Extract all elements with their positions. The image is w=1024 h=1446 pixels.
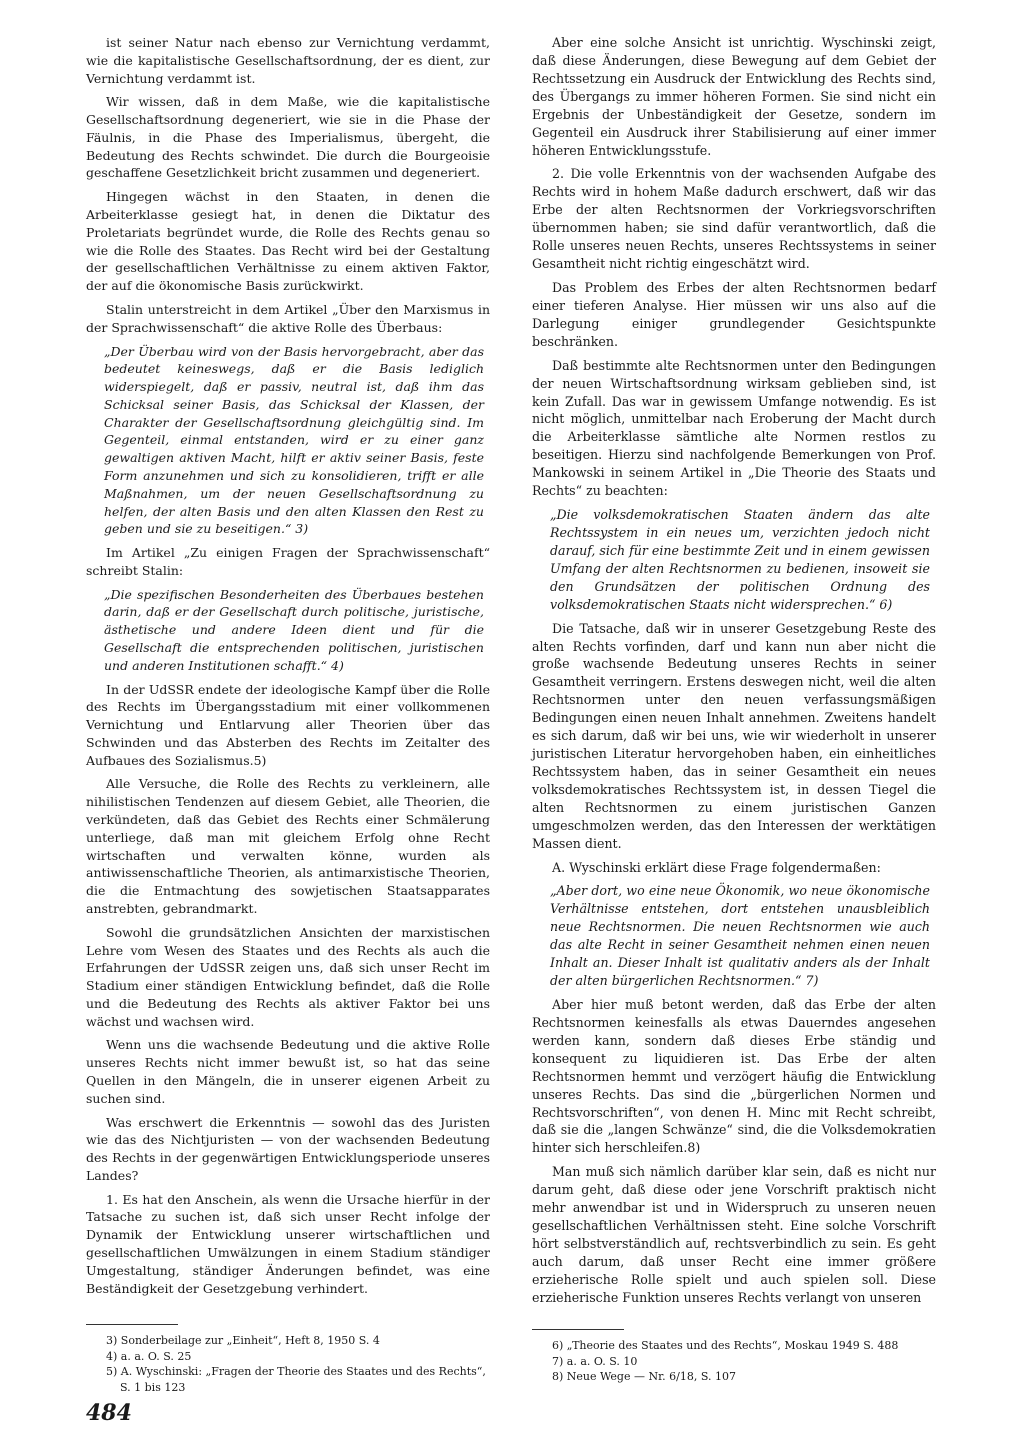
footnote: 4) a. a. O. S. 25 [106,1349,192,1363]
paragraph: Das Problem des Erbes der alten Rechtsnormen bedarf einer tieferen Analyse. Hier müssen wir uns also auf die Darlegung einiger grundlegender Gesichtspunkte beschränken. [532,279,936,349]
paragraph: Im Artikel „Zu einigen Fragen der Sprachwissenschaft“ schreibt Stalin: [86,545,490,578]
paragraph: Sowohl die grundsätzlichen Ansichten der marxistischen Lehre vom Wesen des Staates und des Rechts als auch die Erfahrungen der UdSSR zeigen uns, daß sich unser Recht im Stadium einer ständigen Entwicklung befindet, daß die Rolle und die Bedeutung des Rechts als aktiver Faktor bei uns wächst und wachsen wird. [86,924,490,1029]
quotation: „Die volksdemokratischen Staaten ändern das alte Rechtssystem in ein neues um, verzichten jedoch nicht darauf, sich für eine bestimmte Zeit und in einem gewissen Umfang der alten Rechtsnormen zu bedienen, insoweit sie den Grundsätzen der politischen Ordnung des volksdemokratischen Staats nicht widersprechen.“ 6) [550,507,930,612]
paragraph: Stalin unterstreicht in dem Artikel „Über den Marxismus in der Sprachwissenschaft“ die aktive Rolle des Überbaus: [86,301,490,335]
paragraph: Die Tatsache, daß wir in unserer Gesetzgebung Reste des alten Rechts vorfinden, darf und kann nun aber nicht die große wachsende Bedeutung unseres Rechts in seiner Gesamtheit verringern. Erstens deswegen nicht, weil die alten Rechtsnormen unter den neuen verfassungsmäßigen Bedingungen einen neuen Inhalt annehmen. Zweitens handelt es sich darum, daß wir bei uns, wie wir wiederholt in unserer juristischen Literatur hervorgehoben haben, ein einheitliches Rechtssystem haben, das in seiner Gesamtheit ein neues volksdemokratisches Rechtssystem ist, in dessen Tiegel die alten Rechtsnormen zu einem juristischen Ganzen umgeschmolzen werden, das den Interessen der werktätigen Massen dient. [532,620,936,851]
paragraph: Daß bestimmte alte Rechtsnormen unter den Bedingungen der neuen Wirtschaftsordnung wirksam geblieben sind, ist kein Zufall. Das war in gewissem Umfange notwendig. Es ist nicht möglich, unmittelbar nach Eroberung der Macht durch die Arbeiterklasse sämtliche alte Normen restlos zu beseitigen. Hierzu sind nachfolgende Bemerkungen von Prof. Mankowski in seinem Artikel in „Die Theorie des Staats und Rechts“ zu beachten: [532,357,936,499]
quotation: „Die spezifischen Besonderheiten des Überbaues bestehen darin, daß er der Gesellschaft durch politische, juristische, ästhetische und andere Ideen dient und für die Gesellschaft die entsprechenden politischen, juristischen und anderen Institutionen schafft.“ 4) [104,586,484,673]
right-column [532,34,936,1313]
paragraph: Aber hier muß betont werden, daß das Erbe der alten Rechtsnormen keinesfalls als etwas Dauerndes angesehen werden kann, sondern daß dieses Erbe ständig und konsequent zu liquidieren ist. Das Erbe der alten Rechtsnormen hemmt und verzögert häufig die Entwicklung unseres Rechts. Das sind die „bürgerlichen Normen und Rechtsvorschriften“, von denen H. Minc mit Recht schreibt, daß sie die „langen Schwänze“ sind, die die Volksdemokratien hinter sich herschleifen.8) [532,997,936,1156]
paragraph: A. Wyschinski erklärt diese Frage folgendermaßen: [552,859,881,875]
footnote: 5) A. Wyschinski: „Fragen der Theorie des Staates und des Rechts“, S. 1 bis 123 [106,1365,486,1394]
footnote: 3) Sonderbeilage zur „Einheit“, Heft 8, 1950 S. 4 [106,1334,380,1347]
paragraph: Man muß sich nämlich darüber klar sein, daß es nicht nur darum geht, daß diese oder jene Vorschrift praktisch nicht mehr anwendbar ist und in Widerspruch zu unseren neuen gesellschaftlichen Verhältnissen steht. Eine solche Vorschrift hört selbstverständlich auf, rechtsverbindlich zu sein. Es geht auch darum, daß unser Recht eine immer größere erzieherische Rolle spielt und auch spielen soll. Diese erzieherische Funktion unseres Rechts verlangt von unseren [532,1164,936,1305]
paragraph: Wenn uns die wachsende Bedeutung und die aktive Rolle unseres Rechts nicht immer bewußt ist, so hat das seine Quellen in den Mängeln, die in unserer eigenen Arbeit zu suchen sind. [86,1037,490,1106]
quotation: „Aber dort, wo eine neue Ökonomik, wo neue ökonomische Verhältnisse entstehen, dort entstehen unausbleiblich neue Rechtsnormen. Die neuen Rechtsnormen wie auch das alte Recht in seiner Gesamtheit nehmen einen neuen Inhalt an. Dieser Inhalt ist qualitativ anders als der Inhalt der alten bürgerlichen Rechtsnormen.“ 7) [550,883,930,989]
footnotes-right [532,1329,936,1385]
paragraph: In der UdSSR endete der ideologische Kampf über die Rolle des Rechts im Übergangsstadium mit einer vollkommenen Vernichtung und Entlarvung aller Theorien über das Schwinden und das Absterben des Rechts im Zeitalter des Aufbaues des Sozialismus.5) [86,681,490,768]
footnote: 6) „Theorie des Staates und des Rechts“, Moskau 1949 S. 488 [552,1339,899,1352]
footnote: 7) a. a. O. S. 10 [552,1354,638,1368]
footnote-rule [86,1324,178,1325]
paragraph: Alle Versuche, die Rolle des Rechts zu verkleinern, alle nihilistischen Tendenzen auf diesem Gebiet, alle Theorien, die verkündeten, daß das Gebiet des Rechts einer Schmälerung unterliege, daß man mit gleichem Erfolg ohne Recht wirtschaften und verwalten könne, wurden als antiwissenschaftliche Theorien, als antimarxistische Theorien, die die Entmachtung des sowjetischen Staatsapparates anstrebten, gebrandmarkt. [86,776,490,916]
paragraph: 1. Es hat den Anschein, als wenn die Ursache hierfür in der Tatsache zu suchen ist, daß sich unser Recht infolge der Dynamik der Entwicklung unserer wirtschaftlichen und gesellschaftlichen Umwälzungen in einem Stadium ständiger Umgestaltung, ständiger Änderungen befindet, was eine Beständigkeit der Gesetzgebung verhindert. [86,1191,490,1296]
paragraph: 2. Die volle Erkenntnis von der wachsenden Aufgabe des Rechts wird in hohem Maße dadurch erschwert, daß wir das Erbe der alten Rechtsnormen der Vorkriegsvorschriften übernommen haben; sie sind dafür verantwortlich, daß die Rolle unseres neuen Rechts, unseres Rechtssystems in seiner Gesamtheit nicht richtig eingeschätzt wird. [532,166,936,272]
paragraph: Hingegen wächst in den Staaten, in denen die Arbeiterklasse gesiegt hat, in denen die Diktatur des Proletariats begründet wurde, die Rolle des Rechts genau so wie die Rolle des Staates. Das Recht wird bei der Gestaltung der gesellschaftlichen Verhältnisse zu einem aktiven Faktor, der auf die ökonomische Basis zurückwirkt. [86,189,490,294]
paragraph: Aber eine solche Ansicht ist unrichtig. Wyschinski zeigt, daß diese Änderungen, diese Bewegung auf dem Gebiet der Rechtssetzung ein Ausdruck der Entwicklung des Rechts sind, des Übergangs zu immer höheren Formen. Sie sind nicht ein Ergebnis der Unbeständigkeit der Gesetze, sondern im Gegenteil ein Ausdruck ihrer Stabilisierung auf einer immer höheren Entwicklungsstufe. [532,35,936,158]
footnotes-left [86,1324,490,1395]
paragraph: Was erschwert die Erkenntnis — sowohl das des Juristen wie das des Nichtjuristen — von der wachsenden Bedeutung des Rechts in der gegenwärtigen Entwicklungsperiode unseres Landes? [86,1114,490,1183]
footnote: 8) Neue Wege — Nr. 6/18, S. 107 [552,1370,736,1383]
quotation: „Der Überbau wird von der Basis hervorgebracht, aber das bedeutet keineswegs, daß er die Basis lediglich widerspiegelt, daß er passiv, neutral ist, daß ihm das Schicksal seiner Basis, das Schicksal der Klassen, der Charakter der Gesellschaftsordnung gleichgültig sind. Im Gegenteil, einmal entstanden, wird er zu einer ganz gewaltigen aktiven Macht, hilft er aktiv seiner Basis, feste Form anzunehmen und sich zu konsolidieren, trifft er alle Maßnahmen, um der neuen Gesellschaftsordnung zu helfen, der alten Basis und den alten Klassen den Rest zu geben und sie zu beseitigen.“ 3) [104,343,484,537]
left-column [86,34,490,1303]
footnote-rule [532,1329,624,1330]
page-number: 484 [86,1400,132,1426]
paragraph: ist seiner Natur nach ebenso zur Vernichtung verdammt, wie die kapitalistische Gesellschaftsordnung, der es dient, zur Vernichtung verdammt ist. [86,35,490,86]
paragraph: Wir wissen, daß in dem Maße, wie die kapitalistische Gesellschaftsordnung degeneriert, wie sie in die Phase der Fäulnis, in die Phase des Imperialismus, übergeht, die Bedeutung des Rechts schwindet. Die durch die Bourgeoisie geschaffene Gesetzlichkeit bricht zusammen und degeneriert. [86,94,490,181]
